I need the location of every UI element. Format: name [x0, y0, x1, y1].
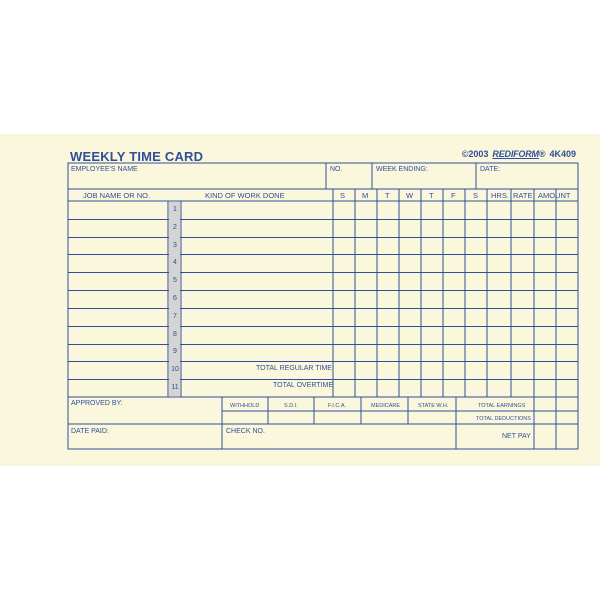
net-pay-label: NET PAY	[502, 433, 531, 440]
registered-mark: ®	[538, 149, 546, 159]
col-day-tue: T	[385, 191, 390, 200]
row-number: 8	[173, 330, 177, 338]
row-number: 7	[173, 312, 177, 320]
col-rate-header: RATE	[513, 191, 533, 200]
employee-name-label: EMPLOYEE'S NAME	[71, 166, 138, 173]
brand-logo: REDIFORM	[492, 149, 539, 159]
col-day-sat: S	[473, 191, 479, 200]
medicare-label: MEDICARE	[371, 403, 401, 409]
header-box	[68, 163, 578, 189]
fica-label: F.I.C.A.	[328, 403, 347, 409]
model-number: 4K409	[549, 149, 576, 159]
row-number: 6	[173, 295, 177, 302]
date-paid-label: DATE PAID:	[71, 428, 109, 435]
sdi-label: S.D.I.	[284, 403, 298, 409]
row-number: 11	[171, 384, 179, 392]
row-number: 1	[173, 205, 177, 213]
total-deductions-label: TOTAL DEDUCTIONS	[476, 416, 531, 422]
total-earnings-label: TOTAL EARNINGS	[478, 403, 526, 409]
copyright-text: ©2003	[461, 149, 489, 159]
number-label: NO.	[330, 166, 343, 173]
withhold-label: WITHHOLD	[230, 403, 260, 409]
check-no-label: CHECK NO.	[226, 428, 265, 435]
approved-by-label: APPROVED BY:	[71, 400, 123, 407]
col-day-wed: W	[406, 191, 414, 200]
form-title: WEEKLY TIME CARD	[70, 149, 204, 164]
date-label: DATE:	[480, 166, 501, 173]
col-kind-header: KIND OF WORK DONE	[205, 191, 285, 200]
col-hrs-header: HRS.	[491, 191, 509, 200]
col-job-header: JOB NAME OR NO.	[83, 191, 151, 200]
col-day-sun: S	[340, 191, 346, 200]
col-amount-header: AMOUNT	[538, 191, 571, 200]
row-number: 2	[173, 223, 177, 231]
state-wh-label: STATE W.H.	[418, 403, 449, 409]
row-number: 10	[171, 366, 179, 374]
row-number: 9	[173, 348, 177, 356]
row-number: 3	[173, 241, 177, 249]
col-day-thu: T	[429, 191, 434, 200]
total-regular-time-label: TOTAL REGULAR TIME	[256, 365, 332, 372]
col-day-fri: F	[451, 191, 456, 200]
row-number: 4	[173, 259, 177, 267]
col-day-mon: M	[362, 191, 369, 200]
total-overtime-label: TOTAL OVERTIME	[273, 382, 334, 389]
week-ending-label: WEEK ENDING:	[376, 166, 428, 173]
row-number: 5	[173, 277, 177, 285]
